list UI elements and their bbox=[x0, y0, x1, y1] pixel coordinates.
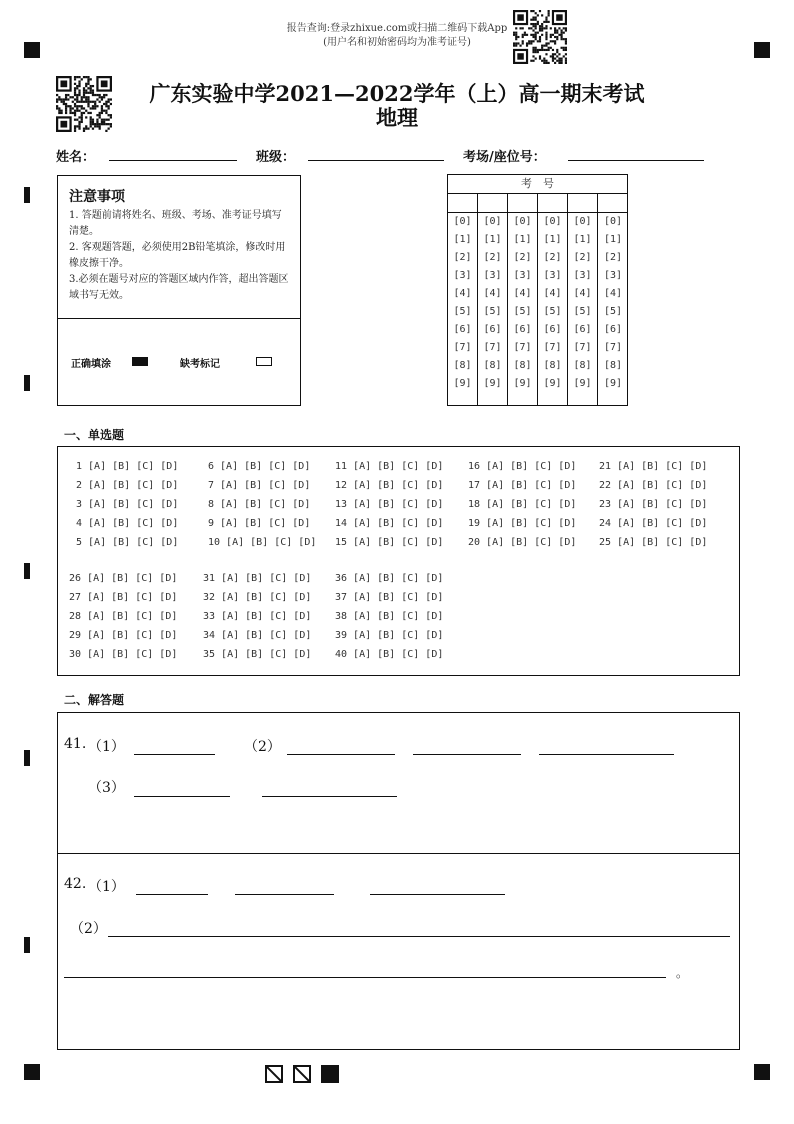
exam-number-bubble[interactable]: [7] bbox=[603, 342, 623, 353]
page-title: 广东实验中学2021—2022学年（上）高一期末考试 bbox=[149, 81, 645, 106]
section-single-choice-title: 一、单选题 bbox=[64, 428, 125, 442]
exam-number-bubble[interactable]: [0] bbox=[513, 216, 532, 227]
class-field[interactable] bbox=[308, 160, 444, 161]
exam-number-bubble[interactable]: [8] bbox=[453, 360, 472, 371]
question-group bbox=[203, 569, 311, 664]
question-row[interactable]: 25 [A] [B] [C] [D] bbox=[599, 537, 708, 548]
answer-area bbox=[57, 712, 740, 1050]
exam-number-bubble[interactable]: [9] bbox=[573, 378, 592, 389]
exam-number-bubble[interactable]: [1] bbox=[453, 234, 472, 245]
corner-mark-bottom-left bbox=[24, 1064, 40, 1080]
question-row[interactable]: 3 [A] [B] [C] [D] bbox=[76, 499, 179, 510]
section-answer-title: 二、解答题 bbox=[64, 693, 125, 707]
question-row[interactable]: 8 [A] [B] [C] [D] bbox=[208, 499, 311, 510]
notes-item: 1. 答题前请将姓名、班级、考场、准考证号填写清楚。 bbox=[69, 210, 282, 237]
exam-number-entry-box[interactable] bbox=[448, 193, 477, 212]
exam-number-separator bbox=[567, 193, 568, 212]
question-group bbox=[599, 457, 707, 552]
exam-number-bubble[interactable]: [6] bbox=[453, 324, 472, 335]
exam-number-bubble[interactable]: [6] bbox=[603, 324, 623, 335]
exam-number-column bbox=[538, 213, 568, 405]
question-row[interactable]: 19 [A] [B] [C] [D] bbox=[468, 518, 577, 529]
question-group bbox=[335, 569, 443, 664]
question-group bbox=[208, 457, 316, 552]
page-code-mark-slash bbox=[293, 1065, 311, 1083]
question-row[interactable]: 39 [A] [B] [C] [D] bbox=[335, 630, 444, 641]
question-row[interactable]: 16 [A] [B] [C] [D] bbox=[468, 461, 577, 472]
correct-fill-label: 正确填涂 bbox=[71, 359, 111, 370]
q41-number: 41. bbox=[64, 736, 87, 752]
exam-number-bubble[interactable]: [7] bbox=[573, 342, 592, 353]
q41-part2-blank[interactable] bbox=[413, 754, 521, 755]
name-field[interactable] bbox=[109, 160, 237, 161]
exam-number-bubble[interactable]: [9] bbox=[513, 378, 532, 389]
exam-number-column bbox=[508, 213, 538, 405]
exam-number-bubble[interactable]: [0] bbox=[603, 216, 623, 227]
q42-part1-blank[interactable] bbox=[235, 894, 334, 895]
exam-number-bubble[interactable]: [1] bbox=[543, 234, 562, 245]
question-row[interactable]: 23 [A] [B] [C] [D] bbox=[599, 499, 708, 510]
exam-number-bubble[interactable]: [1] bbox=[603, 234, 623, 245]
q41-part3-blank[interactable] bbox=[134, 796, 230, 797]
question-row[interactable]: 7 [A] [B] [C] [D] bbox=[208, 480, 311, 491]
exam-number-column bbox=[448, 213, 478, 405]
q42-part2-blank-continued[interactable] bbox=[64, 977, 666, 978]
exam-number-entry-box[interactable] bbox=[568, 193, 597, 212]
exam-number-bubble[interactable]: [3] bbox=[543, 270, 562, 281]
question-row[interactable]: 15 [A] [B] [C] [D] bbox=[335, 537, 444, 548]
question-row[interactable]: 38 [A] [B] [C] [D] bbox=[335, 611, 444, 622]
exam-number-bubble[interactable]: [7] bbox=[453, 342, 472, 353]
exam-number-bubble[interactable]: [7] bbox=[543, 342, 562, 353]
subject-title: 地理 bbox=[376, 105, 418, 130]
question-row[interactable]: 1 [A] [B] [C] [D] bbox=[76, 461, 179, 472]
exam-number-bubble[interactable]: [9] bbox=[603, 378, 623, 389]
exam-number-bubble[interactable]: [2] bbox=[573, 252, 592, 263]
timing-mark bbox=[24, 937, 30, 953]
question-row[interactable]: 32 [A] [B] [C] [D] bbox=[203, 592, 312, 603]
exam-number-bubble[interactable]: [4] bbox=[603, 288, 623, 299]
exam-number-bubble[interactable]: [3] bbox=[603, 270, 623, 281]
exam-number-entry-box[interactable] bbox=[538, 193, 567, 212]
exam-number-bubble[interactable]: [6] bbox=[543, 324, 562, 335]
q42-part2-blank[interactable] bbox=[108, 936, 730, 937]
question-row[interactable]: 35 [A] [B] [C] [D] bbox=[203, 649, 312, 660]
absent-mark-checkbox[interactable] bbox=[256, 357, 272, 366]
question-row[interactable]: 22 [A] [B] [C] [D] bbox=[599, 480, 708, 491]
q42-part1-blank[interactable] bbox=[136, 894, 208, 895]
exam-number-bubble[interactable]: [7] bbox=[513, 342, 532, 353]
single-choice-area bbox=[57, 446, 740, 676]
question-row[interactable]: 18 [A] [B] [C] [D] bbox=[468, 499, 577, 510]
exam-number-bubble[interactable]: [1] bbox=[483, 234, 502, 245]
question-row[interactable]: 13 [A] [B] [C] [D] bbox=[335, 499, 444, 510]
q41-part2-label: （2） bbox=[244, 739, 281, 755]
question-row[interactable]: 33 [A] [B] [C] [D] bbox=[203, 611, 312, 622]
question-row[interactable]: 10 [A] [B] [C] [D] bbox=[208, 537, 317, 548]
exam-number-bubble[interactable]: [2] bbox=[453, 252, 472, 263]
exam-number-bubble[interactable]: [5] bbox=[603, 306, 623, 317]
report-query-line2: (用户名和初始密码均为准考证号) bbox=[323, 37, 471, 48]
exam-number-bubble[interactable]: [0] bbox=[453, 216, 472, 227]
corner-mark-bottom-right bbox=[754, 1064, 770, 1080]
exam-number-separator bbox=[507, 193, 508, 212]
seat-label: 考场/座位号： bbox=[463, 150, 546, 165]
exam-number-column bbox=[568, 213, 598, 405]
question-group bbox=[335, 457, 443, 552]
exam-number-bubble[interactable]: [9] bbox=[543, 378, 562, 389]
question-row[interactable]: 31 [A] [B] [C] [D] bbox=[203, 573, 312, 584]
timing-mark bbox=[24, 750, 30, 766]
class-label: 班级： bbox=[256, 150, 296, 165]
exam-number-bubble[interactable]: [9] bbox=[453, 378, 472, 389]
exam-number-entry-box[interactable] bbox=[508, 193, 537, 212]
exam-number-bubble[interactable]: [8] bbox=[543, 360, 562, 371]
exam-number-bubble[interactable]: [5] bbox=[453, 306, 472, 317]
page-code-mark-slash bbox=[265, 1065, 283, 1083]
exam-number-column bbox=[478, 213, 508, 405]
absent-mark-label: 缺考标记 bbox=[180, 359, 220, 370]
notes-item: 2. 客观题答题，必须使用2B铅笔填涂，修改时用橡皮擦干净。 bbox=[69, 242, 286, 269]
exam-number-bubble[interactable]: [4] bbox=[513, 288, 532, 299]
question-row[interactable]: 37 [A] [B] [C] [D] bbox=[335, 592, 444, 603]
exam-number-bubble[interactable]: [5] bbox=[483, 306, 502, 317]
question-row[interactable]: 17 [A] [B] [C] [D] bbox=[468, 480, 577, 491]
exam-number-bubble[interactable]: [2] bbox=[603, 252, 623, 263]
question-row[interactable]: 30 [A] [B] [C] [D] bbox=[69, 649, 178, 660]
exam-number-bubble[interactable]: [3] bbox=[513, 270, 532, 281]
exam-number-bubble[interactable]: [8] bbox=[513, 360, 532, 371]
exam-number-bubble[interactable]: [2] bbox=[543, 252, 562, 263]
question-row[interactable]: 27 [A] [B] [C] [D] bbox=[69, 592, 178, 603]
notes-item: 3.必须在题号对应的答题区域内作答，超出答题区域书写无效。 bbox=[69, 274, 289, 301]
q42-period: 。 bbox=[676, 966, 689, 980]
report-query-notice bbox=[0, 22, 794, 50]
notes-heading: 注意事项 bbox=[69, 189, 125, 205]
q41-part3-blank[interactable] bbox=[262, 796, 397, 797]
exam-number-bubble[interactable]: [1] bbox=[513, 234, 532, 245]
exam-number-column bbox=[598, 213, 628, 405]
question-row[interactable]: 24 [A] [B] [C] [D] bbox=[599, 518, 708, 529]
exam-number-bubble[interactable]: [3] bbox=[483, 270, 502, 281]
q42-part1-label: （1） bbox=[88, 879, 125, 895]
exam-number-bubble[interactable]: [2] bbox=[483, 252, 502, 263]
question-row[interactable]: 11 [A] [B] [C] [D] bbox=[335, 461, 444, 472]
exam-number-bubble[interactable]: [5] bbox=[513, 306, 532, 317]
answer-divider bbox=[58, 853, 739, 854]
q41-part3-label: （3） bbox=[88, 780, 125, 796]
name-label: 姓名： bbox=[56, 150, 96, 165]
question-row[interactable]: 28 [A] [B] [C] [D] bbox=[69, 611, 178, 622]
exam-number-bubble[interactable]: [4] bbox=[483, 288, 502, 299]
exam-number-bubble[interactable]: [5] bbox=[573, 306, 592, 317]
question-row[interactable]: 34 [A] [B] [C] [D] bbox=[203, 630, 312, 641]
exam-number-entry-box[interactable] bbox=[478, 193, 507, 212]
exam-number-bubble[interactable]: [6] bbox=[573, 324, 592, 335]
notes-text bbox=[69, 208, 291, 304]
exam-number-separator bbox=[597, 193, 598, 212]
exam-number-separator bbox=[477, 193, 478, 212]
question-row[interactable]: 20 [A] [B] [C] [D] bbox=[468, 537, 577, 548]
exam-number-bubble[interactable]: [9] bbox=[483, 378, 502, 389]
exam-number-bubble[interactable]: [1] bbox=[573, 234, 592, 245]
question-row[interactable]: 21 [A] [B] [C] [D] bbox=[599, 461, 708, 472]
exam-number-bubble[interactable]: [2] bbox=[513, 252, 532, 263]
exam-number-bubble[interactable]: [8] bbox=[603, 360, 623, 371]
question-row[interactable]: 14 [A] [B] [C] [D] bbox=[335, 518, 444, 529]
exam-number-bubble[interactable]: [5] bbox=[543, 306, 562, 317]
question-row[interactable]: 4 [A] [B] [C] [D] bbox=[76, 518, 179, 529]
question-row[interactable]: 2 [A] [B] [C] [D] bbox=[76, 480, 179, 491]
timing-mark bbox=[24, 187, 30, 203]
question-row[interactable]: 36 [A] [B] [C] [D] bbox=[335, 573, 444, 584]
q41-part1-blank[interactable] bbox=[134, 754, 215, 755]
question-row[interactable]: 40 [A] [B] [C] [D] bbox=[335, 649, 444, 660]
question-row[interactable]: 9 [A] [B] [C] [D] bbox=[208, 518, 311, 529]
exam-number-bubble[interactable]: [8] bbox=[483, 360, 502, 371]
notes-divider bbox=[58, 318, 300, 319]
question-row[interactable]: 26 [A] [B] [C] [D] bbox=[69, 573, 178, 584]
notes-box bbox=[57, 175, 301, 406]
page-code-mark-solid bbox=[321, 1065, 339, 1083]
exam-number-bubble[interactable]: [0] bbox=[573, 216, 592, 227]
question-group bbox=[468, 457, 576, 552]
question-row[interactable]: 29 [A] [B] [C] [D] bbox=[69, 630, 178, 641]
correct-fill-sample bbox=[132, 357, 148, 366]
exam-number-bubble[interactable]: [3] bbox=[573, 270, 592, 281]
q41-part1-label: （1） bbox=[88, 739, 125, 755]
seat-field[interactable] bbox=[568, 160, 704, 161]
exam-number-bubble[interactable]: [6] bbox=[513, 324, 532, 335]
report-query-line1: 报告查询:登录zhixue.com或扫描二维码下载App bbox=[286, 23, 508, 34]
exam-number-grid bbox=[447, 174, 628, 406]
exam-number-entry-box[interactable] bbox=[598, 193, 627, 212]
exam-number-bubble[interactable]: [4] bbox=[453, 288, 472, 299]
question-row[interactable]: 12 [A] [B] [C] [D] bbox=[335, 480, 444, 491]
q42-part1-blank[interactable] bbox=[370, 894, 505, 895]
question-group bbox=[76, 457, 178, 552]
question-row[interactable]: 6 [A] [B] [C] [D] bbox=[208, 461, 311, 472]
question-row[interactable]: 5 [A] [B] [C] [D] bbox=[76, 537, 179, 548]
exam-number-bubble[interactable]: [8] bbox=[573, 360, 592, 371]
q41-part2-blank[interactable] bbox=[539, 754, 674, 755]
q42-number: 42. bbox=[64, 876, 87, 892]
exam-number-bubble[interactable]: [6] bbox=[483, 324, 502, 335]
exam-number-bubble[interactable]: [0] bbox=[483, 216, 502, 227]
exam-number-separator bbox=[537, 193, 538, 212]
exam-number-bubble[interactable]: [0] bbox=[543, 216, 562, 227]
qr-code-download bbox=[513, 10, 567, 64]
exam-number-bubble[interactable]: [4] bbox=[543, 288, 562, 299]
question-group bbox=[69, 569, 177, 664]
timing-mark bbox=[24, 563, 30, 579]
exam-number-bubble[interactable]: [7] bbox=[483, 342, 502, 353]
exam-number-header: 考 号 bbox=[448, 175, 627, 194]
timing-mark bbox=[24, 375, 30, 391]
exam-number-bubble[interactable]: [4] bbox=[573, 288, 592, 299]
q42-part2-label: （2） bbox=[70, 921, 107, 937]
q41-part2-blank[interactable] bbox=[287, 754, 395, 755]
exam-number-bubble[interactable]: [3] bbox=[453, 270, 472, 281]
